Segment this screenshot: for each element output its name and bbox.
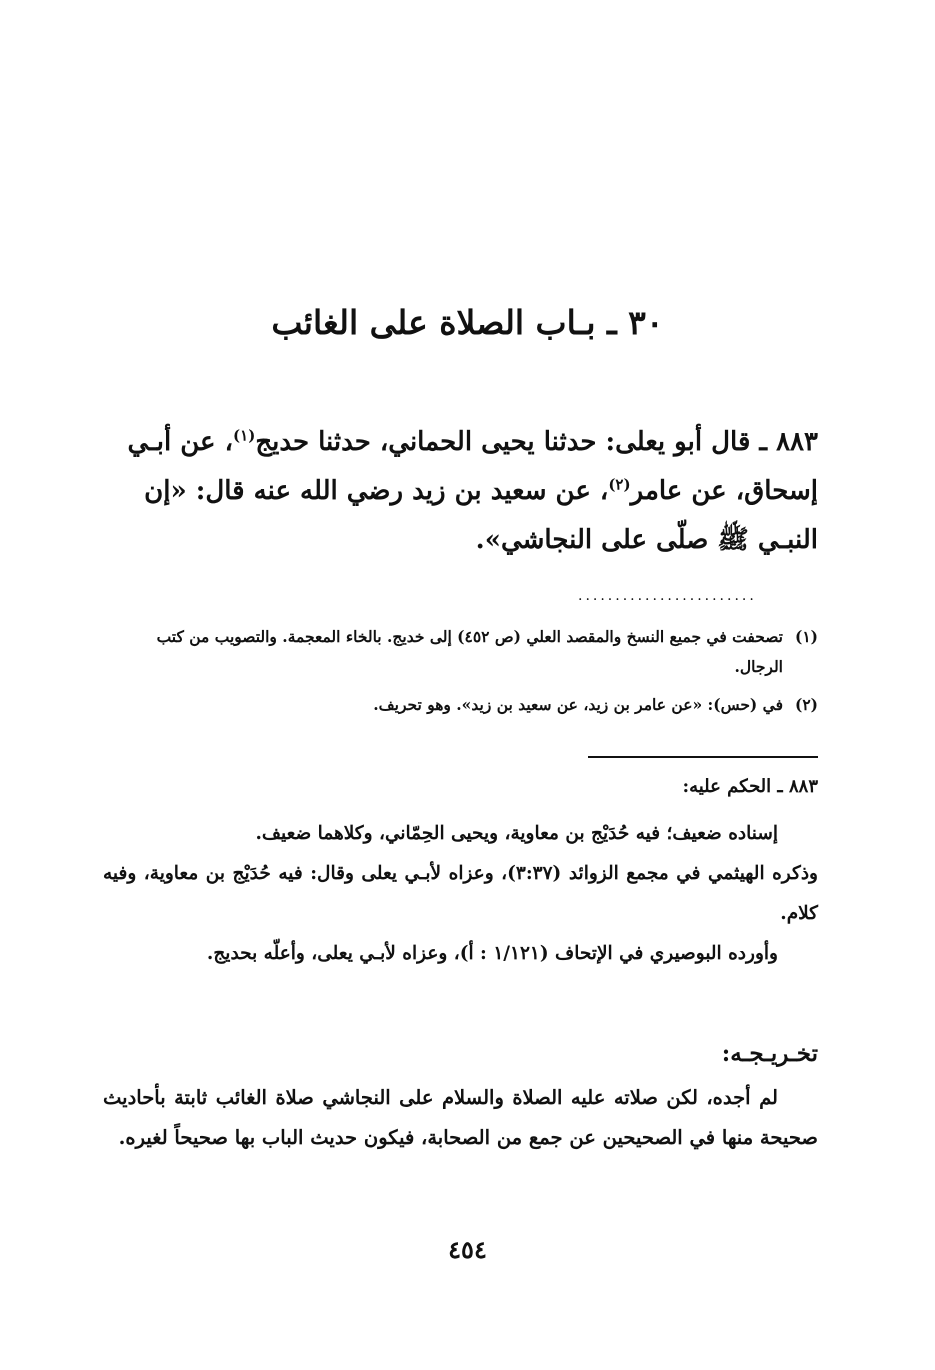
footnote-item: [103, 622, 818, 682]
hadith-text-part3: ، عن سعيد بن زيد رضي الله عنه قال: «إن النبـي ﷺ صلّى على النجاشي».: [144, 476, 818, 555]
hadith-text-part2: ، عن أبـي إسحاق، عن عامر: [127, 427, 818, 506]
takhrij-heading: تخـريـجـه:: [721, 1040, 818, 1067]
footnote-text: تصحفت في جميع النسخ والمقصد العلي (ص ٤٥٢) إلى خديج. بالخاء المعجمة. والتصويب من كتب الرجال.: [156, 627, 783, 676]
footnote-marker-2: (٢): [608, 475, 631, 494]
hadith-text-part1: ٨٨٣ ـ قال أبو يعلى: حدثنا يحيى الحماني، حدثنا حديج: [255, 427, 818, 457]
chapter-title: ٣٠ ـ بـاب الصلاة على الغائب: [271, 303, 664, 342]
ruling-paragraph: وذكره الهيثمي في مجمع الزوائد (٣:٣٧)، وعزاه لأبـي يعلى وقال: فيه حُدَيْج بن معاوية، وفيه كلام.: [103, 863, 818, 924]
ruling-heading: ٨٨٣ ـ الحكم عليه:: [682, 776, 818, 797]
footnotes: [103, 622, 818, 728]
ruling-paragraph: إسناده ضعيف؛ فيه حُدَيْج بن معاوية، ويحيى الحِمّاني، وكلاهما ضعيف.: [255, 823, 778, 844]
takhrij-body: [103, 1078, 818, 1158]
page-number: ٤٥٤: [448, 1235, 487, 1264]
footnote-separator-dots: ........................: [578, 588, 757, 604]
ruling-body: [103, 814, 818, 974]
takhrij-paragraph: لم أجده، لكن صلاته عليه الصلاة والسلام على النجاشي صلاة الغائب ثابتة بأحاديث صحيحة منها في الصحيحين عن جمع من الصحابة، فيكون حديث الباب بها صحيحاً لغيره.: [103, 1086, 818, 1149]
ruling-paragraph: وأورده البوصيري في الإتحاف (١/١٢١ : أ)، وعزاه لأبـي يعلى، وأعلّه بحديج.: [206, 943, 778, 964]
footnote-marker-1: (١): [233, 426, 256, 445]
footnote-number: (١): [794, 627, 818, 646]
footnote-number: (٢): [794, 695, 818, 714]
footnote-text: في (حس): «عن عامر بن زيد، عن سعيد بن زيد». وهو تحريف.: [373, 695, 783, 714]
section-divider: [588, 756, 818, 758]
footnote-item: [103, 690, 818, 720]
hadith-text: [108, 418, 818, 565]
